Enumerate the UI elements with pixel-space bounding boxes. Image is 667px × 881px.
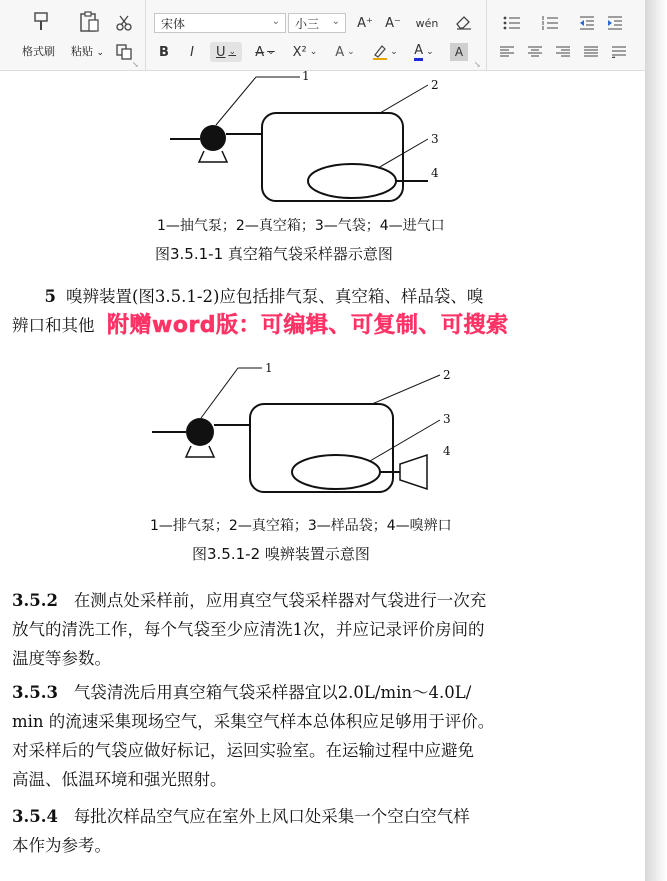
decrease-indent-icon[interactable] — [577, 13, 597, 33]
distributed-icon[interactable] — [609, 43, 629, 61]
section-line: 每批次样品空气应在室外上风口处采集一个空白空气样 — [73, 807, 470, 826]
section-number: 3.5.3 — [12, 683, 58, 702]
section-line: 温度等参数。 — [12, 649, 111, 668]
chevron-down-icon: ⌄ — [228, 47, 237, 57]
fig2-vacuum-box — [250, 404, 393, 492]
fig2-sample-bag — [292, 455, 380, 489]
fig1-label-4: 4 — [431, 166, 439, 180]
clear-format-icon[interactable] — [452, 13, 476, 33]
fig1-label-3: 3 — [431, 132, 439, 146]
bullets-icon[interactable] — [497, 13, 527, 33]
section-line: 本作为参考。 — [12, 836, 111, 855]
phonetic-guide-button[interactable]: wén — [415, 16, 439, 30]
align-right-icon[interactable] — [553, 43, 573, 61]
section-line: 气袋清洗后用真空箱气袋采样器宜以2.0L/min～4.0L/ — [73, 683, 472, 702]
section-number: 3.5.4 — [12, 807, 58, 826]
paste-button[interactable] — [71, 43, 104, 59]
fig1-label-1: 1 — [302, 71, 310, 83]
superscript-button[interactable] — [288, 42, 322, 62]
fig2-label-4: 4 — [443, 444, 451, 458]
figure1-diagram — [0, 71, 645, 211]
fig2-sniff-port — [400, 455, 427, 489]
font-group — [146, 0, 487, 70]
fig2-label-1: 1 — [265, 361, 273, 375]
font-name-select[interactable] — [154, 13, 286, 33]
font-size-value: 小三 — [295, 16, 320, 31]
chevron-down-icon: ⌄ — [331, 16, 340, 27]
text-effect-label: A — [335, 44, 345, 60]
fig2-label-3: 3 — [443, 412, 451, 426]
text-effect-button[interactable] — [330, 42, 360, 62]
align-center-icon[interactable] — [525, 43, 545, 61]
section-3-5-4 — [12, 802, 592, 860]
chevron-down-icon: ⌄ — [390, 47, 398, 57]
font-color-button[interactable] — [408, 42, 440, 62]
fig1-leader-2 — [380, 85, 428, 113]
font-name-value: 宋体 — [161, 16, 186, 31]
ribbon-toolbar — [0, 0, 645, 71]
font-color-label: A — [414, 44, 423, 61]
chevron-down-icon: ⌄ — [309, 47, 318, 57]
para-5-line1: 嗅辨装置(图3.5.1-2)应包括排气泵、真空箱、样品袋、嗅 — [66, 287, 484, 306]
section-number: 3.5.2 — [12, 591, 58, 610]
cut-icon[interactable] — [113, 12, 135, 34]
fig2-pump-base — [186, 446, 214, 457]
underline-button[interactable] — [210, 42, 242, 62]
paragraph-group — [487, 0, 645, 70]
chevron-down-icon: ⌄ — [96, 48, 105, 58]
align-left-icon[interactable] — [497, 43, 517, 61]
paste-label[interactable]: 粘贴 — [71, 45, 93, 58]
fig1-pump — [200, 125, 226, 151]
section-3-5-3 — [12, 678, 592, 794]
paste-icon[interactable] — [76, 10, 102, 34]
italic-button[interactable]: I — [190, 44, 194, 60]
document-page — [0, 71, 645, 881]
grow-font-button[interactable]: A⁺ — [357, 15, 373, 31]
justify-icon[interactable] — [581, 43, 601, 61]
superscript-label: X² — [292, 44, 307, 60]
fig2-leader-2 — [372, 375, 440, 404]
chevron-down-icon: ⌄ — [267, 47, 275, 57]
fig1-leader-1 — [216, 77, 256, 125]
chevron-down-icon: ⌄ — [347, 47, 355, 57]
para-5-number: 5 — [44, 287, 56, 306]
fig1-pump-base — [199, 151, 227, 162]
increase-indent-icon[interactable] — [605, 13, 625, 33]
highlight-button[interactable] — [370, 42, 400, 62]
chevron-down-icon: ⌄ — [271, 16, 280, 27]
clipboard-group — [0, 0, 146, 70]
figure2-diagram — [0, 351, 645, 511]
figure1-caption: 图3.5.1-1 真空箱气袋采样器示意图 — [155, 245, 393, 263]
numbering-icon[interactable] — [535, 13, 565, 33]
dialog-launcher-icon[interactable]: ↘ — [132, 60, 139, 69]
section-line: 高温、低温环境和强光照射。 — [12, 770, 227, 789]
section-3-5-2 — [12, 586, 592, 673]
highlighter-icon — [372, 44, 388, 60]
section-line: 放气的清洗工作，每个气袋至少应清洗1次，并应记录评价房间的 — [12, 620, 485, 639]
font-size-select[interactable] — [288, 13, 346, 33]
figure1-legend: 1—抽气泵；2—真空箱；3—气袋；4—进气口 — [157, 218, 445, 234]
section-line: 在测点处采样前，应用真空气袋采样器对气袋进行一次充 — [73, 591, 487, 610]
dialog-launcher-icon[interactable]: ↘ — [474, 60, 481, 69]
copy-icon[interactable] — [113, 42, 135, 62]
strikethrough-button[interactable] — [250, 42, 280, 62]
fig2-leader-1 — [201, 368, 238, 418]
shrink-font-button[interactable]: A⁻ — [385, 15, 401, 31]
para-5-line2: 辨口和其他 — [12, 316, 95, 335]
fig2-pump — [186, 418, 214, 446]
format-painter-icon[interactable] — [28, 10, 54, 34]
bold-button[interactable]: B — [159, 44, 169, 60]
strikethrough-label: A — [255, 44, 265, 60]
underline-label: U — [215, 44, 226, 60]
section-line: min 的流速采集现场空气，采集空气样本总体积应足够用于评价。 — [12, 712, 495, 731]
fig1-vacuum-box — [262, 113, 403, 201]
watermark-banner: 附赠word版：可编辑、可复制、可搜索 — [107, 313, 509, 338]
page-shadow — [645, 0, 667, 881]
section-line: 对采样后的气袋应做好标记，运回实验室。在运输过程中应避免 — [12, 741, 474, 760]
chevron-down-icon: ⌄ — [426, 47, 434, 57]
figure2-legend: 1—排气泵；2—真空箱；3—样品袋；4—嗅辨口 — [150, 518, 452, 534]
format-painter-label[interactable]: 格式刷 — [22, 45, 55, 58]
fig2-leader-3 — [370, 420, 440, 461]
fig1-gas-bag — [308, 164, 396, 198]
fig1-label-2: 2 — [431, 78, 439, 92]
char-shading-button[interactable]: A — [450, 43, 468, 61]
figure2-caption: 图3.5.1-2 嗅辨装置示意图 — [192, 545, 370, 563]
fig2-label-2: 2 — [443, 368, 451, 382]
